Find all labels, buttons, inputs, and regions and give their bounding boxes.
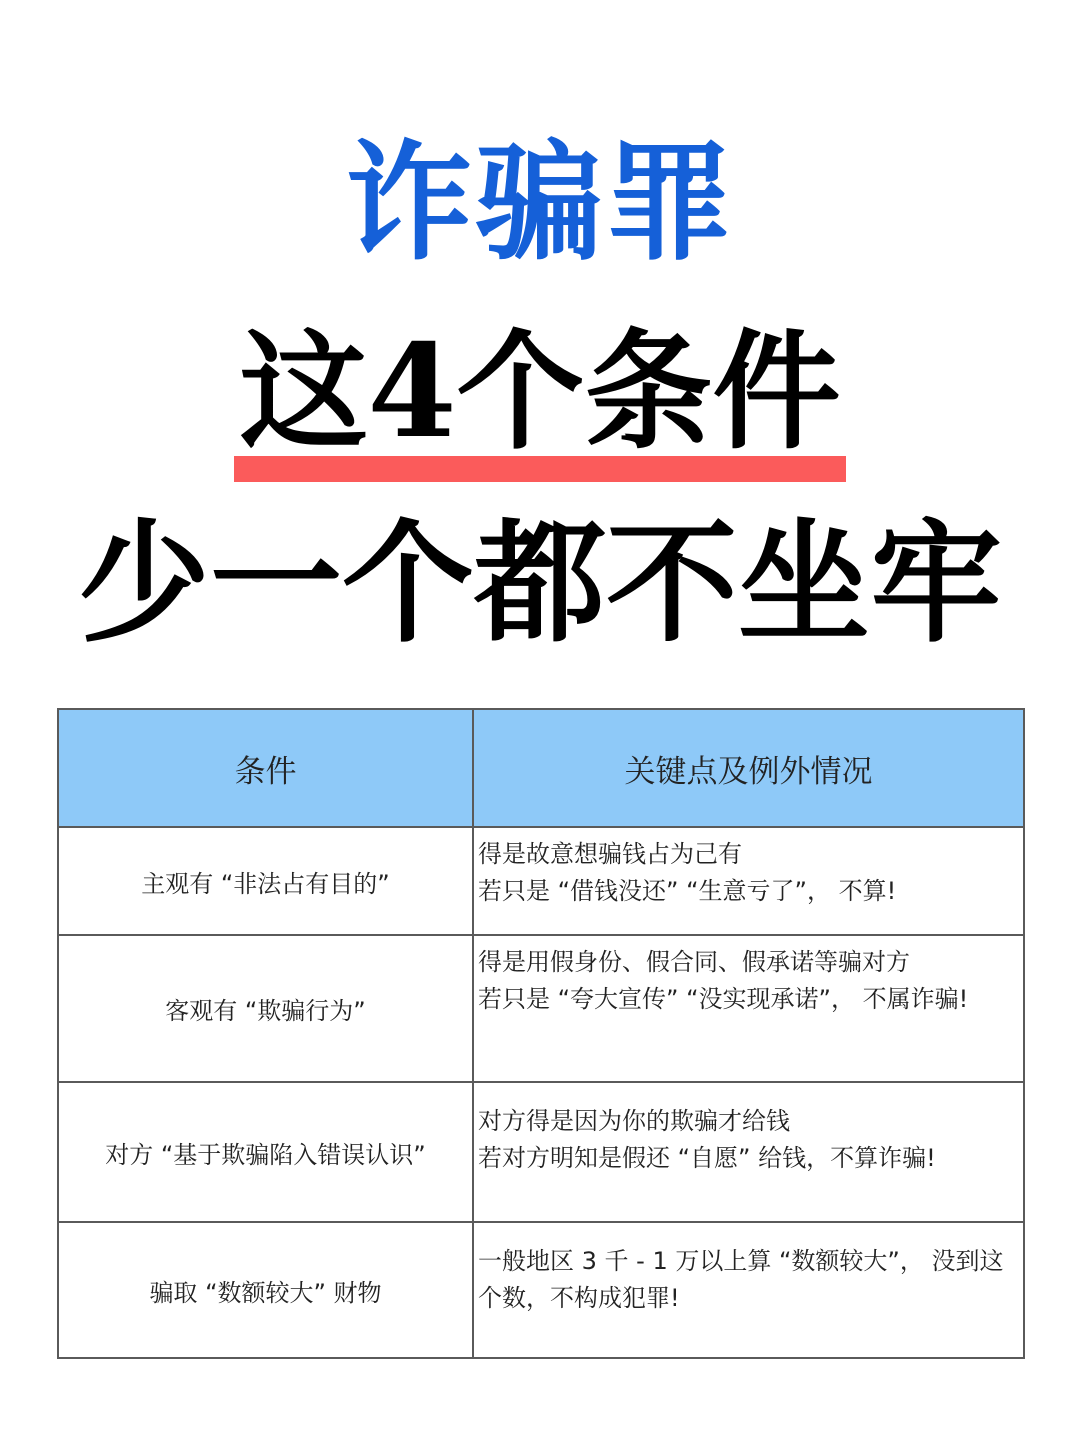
notes-cell [473,935,1024,1082]
header-condition: 条件 [58,709,473,827]
title-tagline: 少一个都不坐牢 [78,506,1002,661]
notes-cell [473,1082,1024,1222]
table-row [58,935,1024,1082]
condition-cell: 对方 “基于欺骗陷入错误认识” [58,1082,473,1222]
condition-cell: 骗取 “数额较大” 财物 [58,1222,473,1358]
table-row [58,1222,1024,1358]
condition-cell: 主观有 “非法占有目的” [58,827,473,935]
note-line: 若只是 “借钱没还” “生意亏了”， 不算! [478,877,897,905]
note-line: 一般地区 3 千 - 1 万以上算 “数额较大”， 没到这个数，不构成犯罪! [478,1247,1004,1312]
conditions-table [57,708,1025,1359]
table-row [58,827,1024,935]
notes-cell [473,1222,1024,1358]
table-header-row [58,709,1024,827]
note-line: 得是用假身份、假合同、假承诺等骗对方 [478,948,910,976]
header-key-points: 关键点及例外情况 [473,709,1024,827]
note-line: 若只是 “夸大宣传” “没实现承诺”， 不属诈骗! [478,985,969,1013]
condition-cell: 客观有 “欺骗行为” [58,935,473,1082]
notes-cell [473,827,1024,935]
note-line: 得是故意想骗钱占为己有 [478,840,742,868]
title-subheading: 这4个条件 [239,317,841,467]
table-row [58,1082,1024,1222]
note-line: 对方得是因为你的欺骗才给钱 [478,1107,790,1135]
title-main: 诈骗罪 [344,128,735,278]
note-line: 若对方明知是假还 “自愿” 给钱，不算诈骗! [478,1144,936,1172]
